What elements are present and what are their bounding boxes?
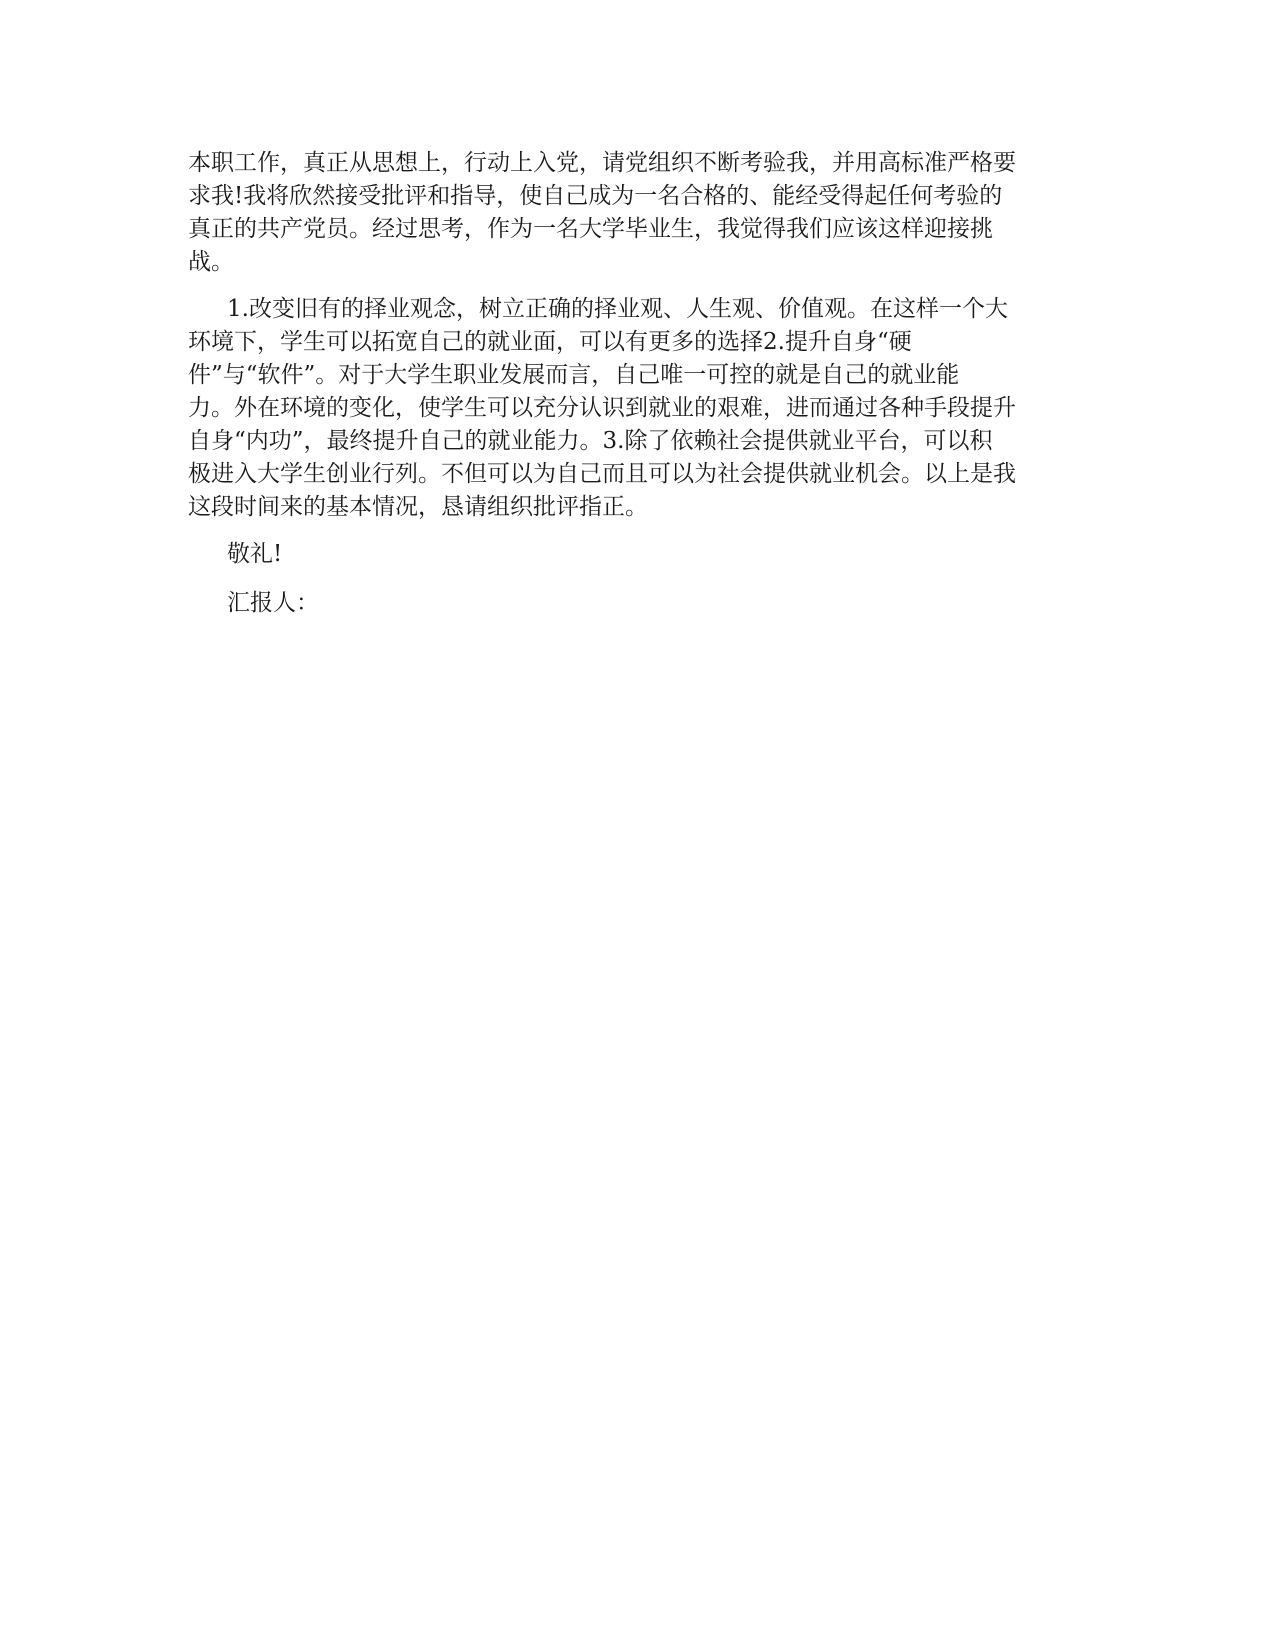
text-line: 求我!我将欣然接受批评和指导，使自己成为一名合格的、能经受得起任何考验的 [188, 183, 1003, 209]
closing-paragraph [188, 538, 1088, 571]
text-line: 力。外在环境的变化，使学生可以充分认识到就业的艰难，进而通过各种手段提升 [188, 395, 1016, 421]
document-body [188, 147, 1088, 634]
text-line: 自身“内功”，最终提升自己的就业能力。3.除了依赖社会提供就业平台，可以积 [188, 428, 993, 454]
closing-salutation: 敬礼! [227, 541, 283, 567]
text-line: 真正的共产党员。经过思考，作为一名大学毕业生，我觉得我们应该这样迎接挑 [188, 216, 993, 242]
signature-paragraph [188, 587, 1088, 620]
paragraph-2 [188, 293, 1088, 524]
text-line: 极进入大学生创业行列。不但可以为自己而且可以为社会提供就业机会。以上是我 [188, 461, 1016, 487]
text-line: 这段时间来的基本情况，恳请组织批评指正。 [188, 494, 648, 520]
text-line: 1.改变旧有的择业观念，树立正确的择业观、人生观、价值观。在这样一个大 [227, 296, 1008, 322]
text-line: 环境下，学生可以拓宽自己的就业面，可以有更多的选择2.提升自身“硬 [188, 329, 912, 355]
paragraph-1 [188, 147, 1088, 279]
text-line: 件”与“软件”。对于大学生职业发展而言，自己唯一可控的就是自己的就业能 [188, 362, 960, 388]
signature-label: 汇报人： [227, 590, 319, 616]
text-line: 战。 [188, 249, 234, 275]
text-line: 本职工作，真正从思想上，行动上入党，请党组织不断考验我，并用高标准严格要 [188, 150, 1016, 176]
